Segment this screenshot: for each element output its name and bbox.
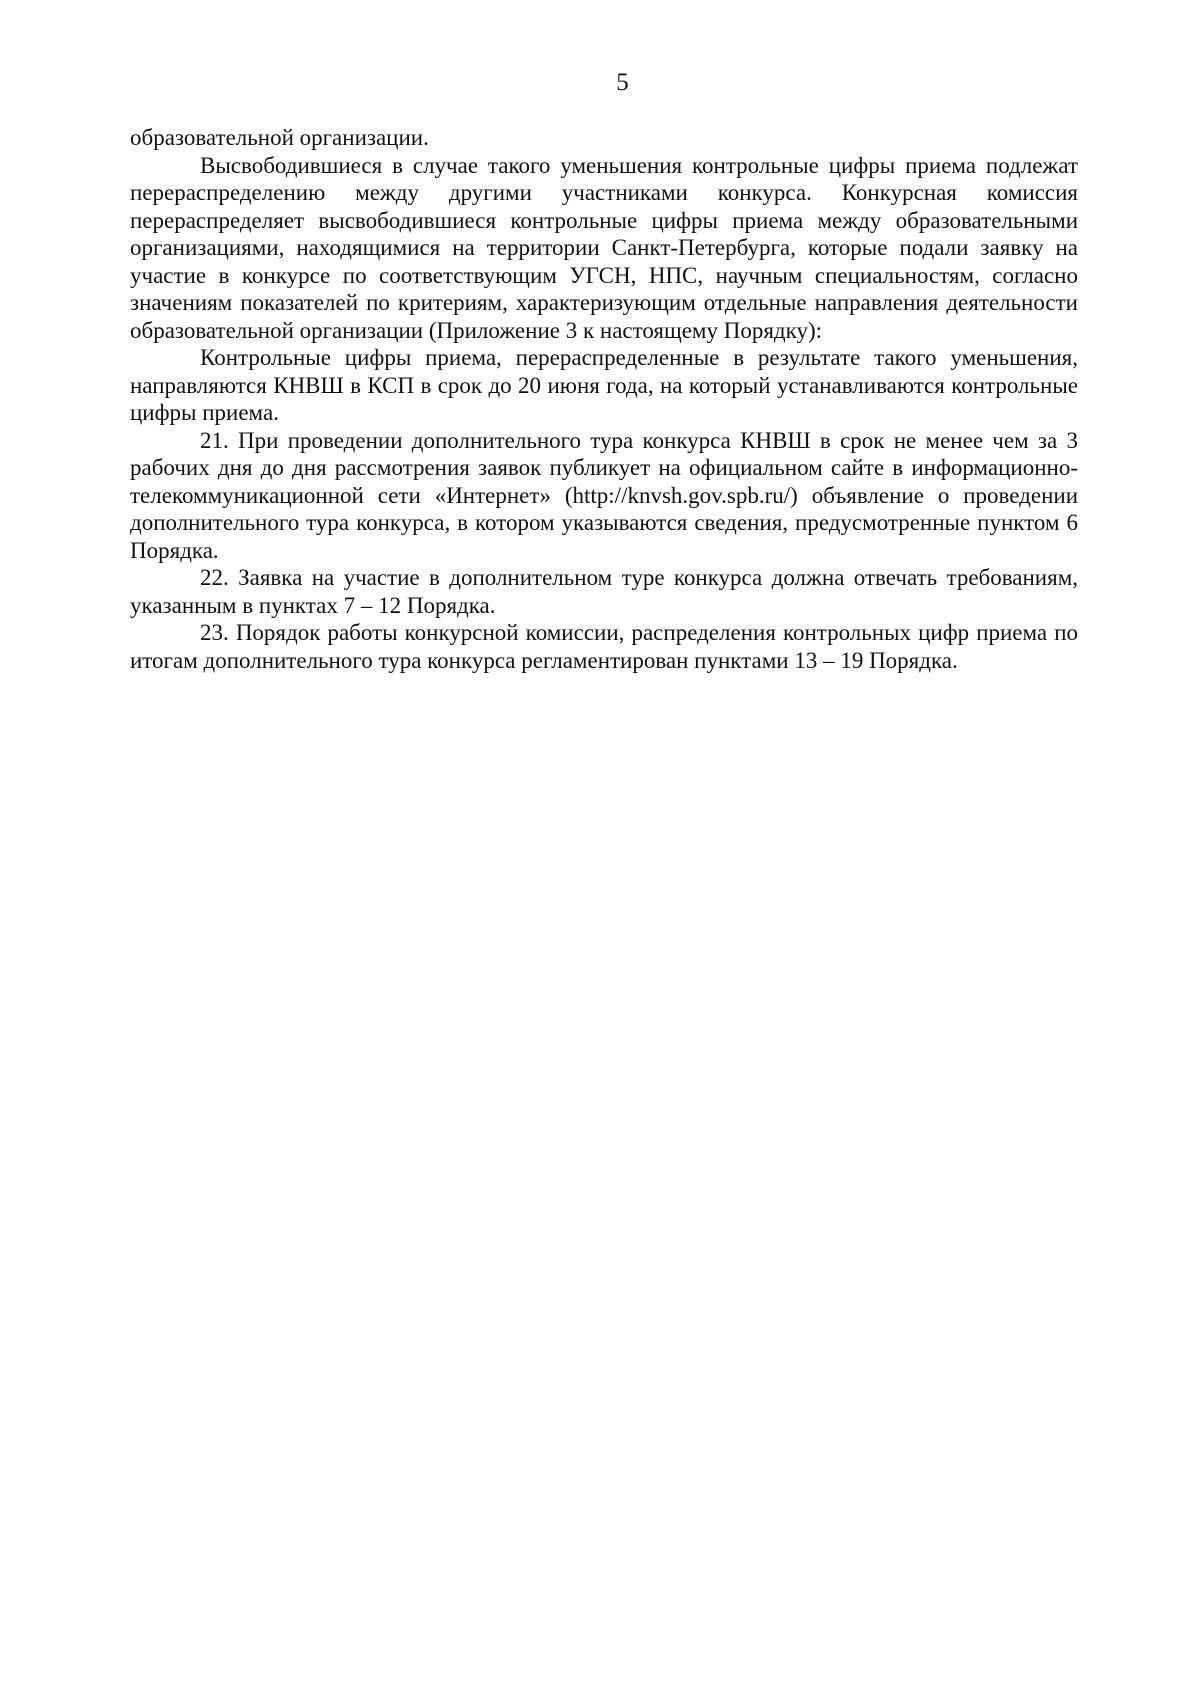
paragraph-item-22: 22. Заявка на участие в дополнительном туре конкурса должна отвечать требованиям, указанным в пунктах 7 – 12 Порядка. [130, 565, 1078, 618]
paragraph-item-23: 23. Порядок работы конкурсной комиссии, распределения контрольных цифр приема по итогам дополнительного тура конкурса регламентирован пунктами 13 – 19 Порядка. [130, 620, 1078, 673]
paragraph-redistribution: Высвободившиеся в случае такого уменьшения контрольные цифры приема подлежат перераспределению между другими участниками конкурса. Конкурсная комиссия перераспределяет высвободившиеся контрольные цифры приема между образовательными организациями, находящимися на территории Санкт-Петербурга, которые подали заявку на участие в конкурсе по соответствующим УГСН, НПС, научным специальностям, согласно значениям показателей по критериям, характеризующим отдельные направления деятельности образовательной организации (Приложение 3 к настоящему Порядку): [130, 152, 1078, 343]
paragraph-item-21: 21. При проведении дополнительного тура конкурса КНВШ в срок не менее чем за 3 рабочих дня до дня рассмотрения заявок публикует на официальном сайте в информационно-телекоммуникационной сети «Интернет» (http://knvsh.gov.spb.ru/) объявление о проведении дополнительного тура конкурса, в котором указываются сведения, предусмотренные пунктом 6 Порядка. [130, 427, 1078, 563]
document-body [130, 124, 1078, 674]
page-number: 5 [616, 69, 629, 96]
paragraph-redistributed-figures: Контрольные цифры приема, перераспределенные в результате такого уменьшения, направляются КНВШ в КСП в срок до 20 июня года, на который устанавливаются контрольные цифры приема. [130, 345, 1078, 425]
paragraph-continuation: образовательной организации. [130, 125, 429, 150]
